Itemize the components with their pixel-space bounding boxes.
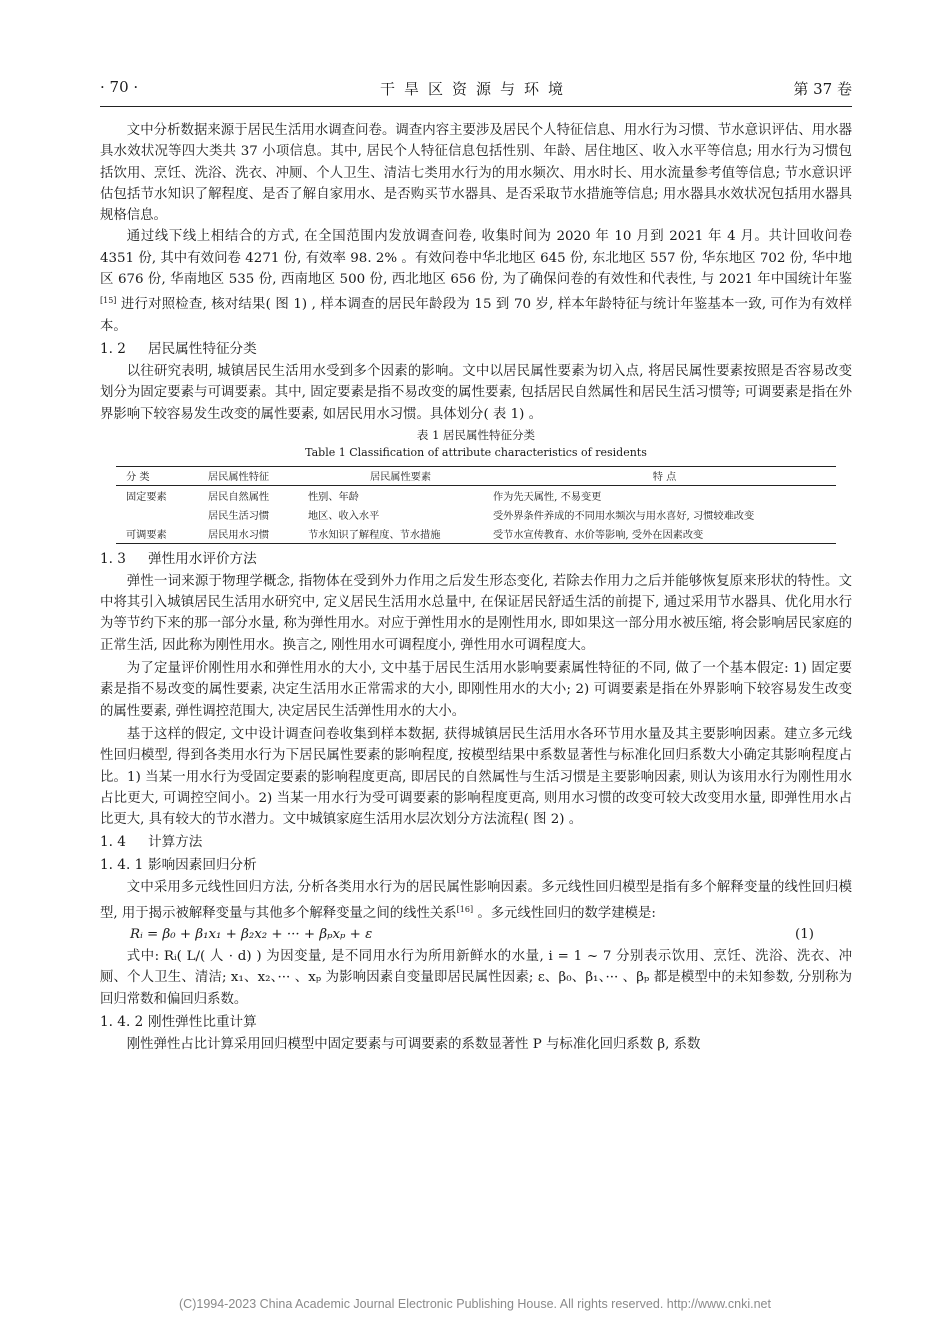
table-header-cell: 特 点 [493,466,836,485]
table-cell [116,505,208,524]
table-cell: 居民自然属性 [208,491,270,503]
table-attribute-classification [116,466,836,544]
copyright-footer: (C)1994-2023 China Academic Journal Electronic Publishing House. All rights reserved. http://www.cnki.net [179,1297,771,1311]
header-rule [100,106,852,107]
article-body [100,120,852,1055]
table-header-cell: 分 类 [116,466,208,485]
paragraph-method: 基于这样的假定, 文中设计调查问卷收集到样本数据, 获得城镇居民生活用水各环节用水量及其主要影响因素。建立多元线性回归模型, 得到各类用水行为下居民属性要素的影响程度, 按模型结果中系数显著性与标准化回归系数大小确定其影响程度占比。1) 当某一用水行为受固定要素的影响程度更高, 即居民的自然属性与生活习惯是主要影响因素, 则认为该用水行为刚性用水占比更大, 可调控空间小。2) 当某一用水行为受可调要素的影响程度更高, 则用水习惯的改变可较大改变用水量, 即弹性用水占比更大, 具有较大的节水潜力。文中城镇家庭生活用水层次划分方法流程( 图 2) 。 [100,726,852,828]
paragraph-survey-text-b: 进行对照检查, 核对结果( 图 1) , 样本调查的居民年龄段为 15 到 70 岁, 样本年龄特征与统计年鉴基本一致, 可作为有效样本。 [100,297,852,334]
volume-label: 第 37 卷 [793,80,852,98]
paragraph-regression-text-b: 。多元线性回归的数学建模是: [473,905,656,921]
equation-1 [100,924,852,946]
citation-15: [15] [100,296,117,306]
section-title: 弹性用水评价方法 [148,550,257,567]
section-number: 1. 4 [100,834,126,851]
paragraph-regression-text-a: 文中采用多元线性回归方法, 分析各类用水行为的居民属性影响因素。多元线性回归模型是指有多个解释变量的线性回归模型, 用于揭示被解释变量与其他多个解释变量之间的线性关系 [100,880,852,921]
table-cell: 居民生活习惯 [208,510,270,522]
section-number: 1. 2 [100,340,126,357]
section-heading-1-2 [100,338,852,360]
page-number: · 70 · [100,78,139,96]
paragraph-variable-definitions: 式中: Rᵢ( L/( 人 · d) ) 为因变量, 是不同用水行为所用新鲜水的水量, i = 1 ~ 7 分别表示饮用、烹饪、洗浴、洗衣、冲厕、个人卫生、清洁; x₁、x₂、··· 、xₚ 为影响因素自变量即居民属性因素; ε、β₀、β₁、··· 、βₚ 都是模型中的未知参数, 分别称为回归常数和偏回归系数。 [100,949,852,1007]
section-number: 1. 4. 2 [100,1013,144,1030]
paragraph-data-source: 文中分析数据来源于居民生活用水调查问卷。调查内容主要涉及居民个人特征信息、用水行为习惯、节水意识评估、用水器具水效状况等四大类共 37 小项信息。其中, 居民个人特征信息包括性别、年龄、居住地区、收入水平等信息; 用水行为习惯包括饮用、烹饪、洗浴、洗衣、冲厕、个人卫生、清洁七类用水行为的用水频次、用水时长、用水流量参考值等信息; 节水意识评估包括节水知识了解程度、是否了解自家用水、是否购买节水器具、是否采取节水措施等信息; 用水器具水效状况包括用水器具规格信息。 [100,123,852,224]
paragraph-survey [100,226,852,336]
section-title: 刚性弹性比重计算 [148,1013,257,1030]
section-number: 1. 4. 1 [100,857,144,874]
paragraph-proportion: 刚性弹性占比计算采用回归模型中固定要素与可调要素的系数显著性 P 与标准化回归系数 β, 系数 [126,1036,701,1052]
citation-16: [16] [456,904,474,914]
table-caption-cn: 表 1 居民属性特征分类 [416,427,536,442]
section-heading-1-4-2 [100,1011,852,1033]
section-heading-1-4 [100,831,852,853]
section-number: 1. 3 [100,550,126,567]
table-row [116,524,836,544]
table-cell: 地区、收入水平 [308,510,380,522]
section-title: 居民属性特征分类 [148,340,257,357]
paragraph-assumption: 为了定量评价刚性用水和弹性用水的大小, 文中基于居民生活用水影响要素属性特征的不同, 做了一个基本假定: 1) 固定要素是指不易改变的属性要素, 决定生活用水正常需求的大小, 即刚性用水的大小; 2) 可调要素是指在外界影响下较容易发生改变的属性要素, 弹性调控范围大, 决定居民生活弹性用水的大小。 [100,661,852,719]
table-header-cell: 居民属性要素 [308,466,493,485]
table-header-cell: 居民属性特征 [208,466,308,485]
section-title: 影响因素回归分析 [148,857,257,874]
table-cell: 节水知识了解程度、节水措施 [308,524,493,544]
table-cell: 可调要素 [116,524,208,544]
section-heading-1-3 [100,548,852,570]
table-cell: 固定要素 [126,491,167,503]
running-header [100,78,852,102]
table-row [116,485,836,505]
table-row [116,505,836,524]
paragraph-regression [100,877,852,924]
table-cell: 性别、年龄 [308,491,359,503]
equation-expression: Rᵢ = β₀ + β₁x₁ + β₂x₂ + ··· + βₚxₚ + ε [130,927,373,943]
table-cell: 作为先天属性, 不易变更 [493,491,602,503]
table-caption-en: Table 1 Classification of attribute characteristics of residents [305,445,647,459]
paragraph-survey-text-a: 通过线下线上相结合的方式, 在全国范围内发放调查问卷, 收集时间为 2020 年 10 月到 2021 年 4 月。共计回收问卷 4351 份, 其中有效问卷 4271 份, 有效率 98. 2% 。有效问卷中华北地区 645 份, 东北地区 557 份, 华东地区 702 份, 华中地区 676 份, 华南地区 535 份, 西南地区 500 份, 西北地区 656 份, 为了确保问卷的有效性和代表性, 与 2021 年中国统计年鉴 [100,229,852,288]
table-header-row [116,466,836,485]
equation-number: (1) [795,927,814,943]
table-cell: 居民用水习惯 [208,524,308,544]
paragraph-attribute-classification: 以往研究表明, 城镇居民生活用水受到多个因素的影响。文中以居民属性要素为切入点, 将居民属性要素按照是否容易改变划分为固定要素与可调要素。其中, 固定要素是指不易改变的属性要素, 包括居民自然属性和居民生活习惯等; 可调要素是指在外界影响下较容易发生改变的属性要素, 如居民用水习惯。具体划分( 表 1) 。 [100,363,852,422]
section-title: 计算方法 [148,834,203,851]
journal-title: 干旱区资源与环境 [379,80,572,98]
table-cell: 受外界条件养成的不同用水频次与用水喜好, 习惯较难改变 [493,510,755,522]
table-cell: 受节水宣传教育、水价等影响, 受外在因素改变 [493,524,836,544]
paragraph-elastic-definition: 弹性一词来源于物理学概念, 指物体在受到外力作用之后发生形态变化, 若除去作用力之后并能够恢复原来形状的特性。文中将其引入城镇居民生活用水研究中, 定义居民生活用水总量中, 在保证居民舒适生活的前提下, 通过采用节水器具、优化用水行为等节约下来的那一部分水量, 称为弹性用水。对应于弹性用水的是刚性用水, 即如果这一部分用水被压缩, 将会影响居民家庭的正常生活, 因此称为刚性用水。换言之, 刚性用水可调程度小, 弹性用水可调程度大。 [100,573,852,653]
section-heading-1-4-1 [100,854,852,876]
